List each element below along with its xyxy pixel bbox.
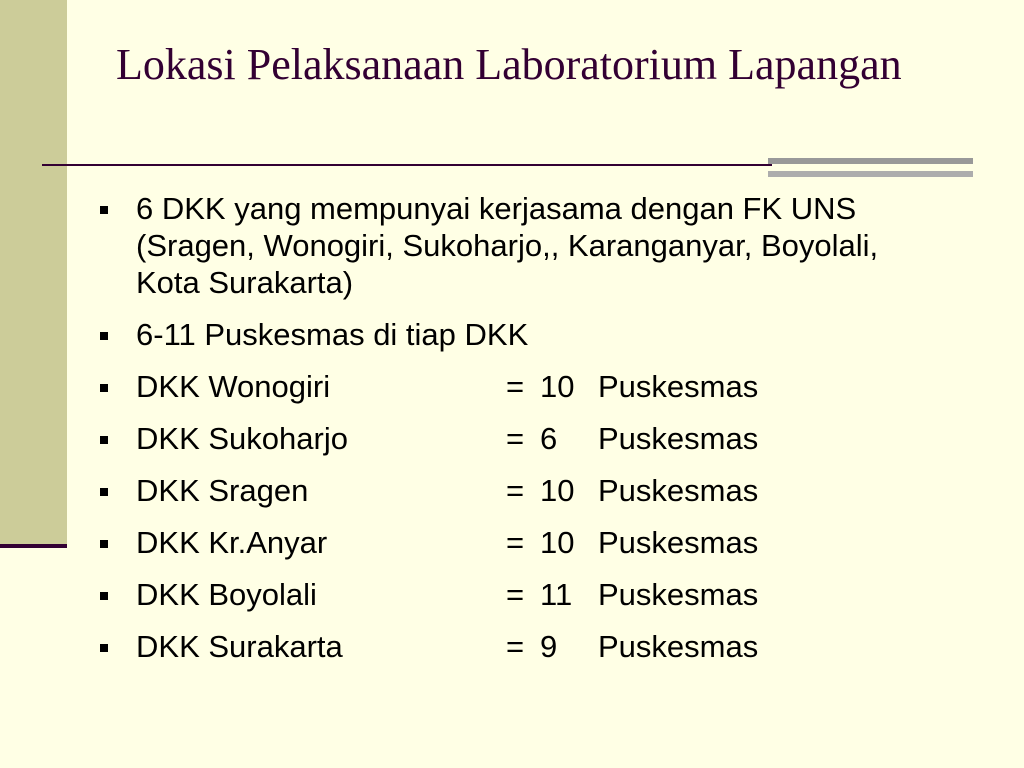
side-accent-line: [0, 544, 67, 548]
dkk-name: DKK Surakarta: [136, 629, 343, 664]
bullet-item-dkk-row: [96, 524, 936, 561]
count-unit: Puskesmas: [598, 629, 759, 664]
puskesmas-count: 6: [540, 421, 558, 456]
dkk-name: DKK Sukoharjo: [136, 421, 348, 456]
equals-sign: =: [506, 369, 525, 404]
dkk-name: DKK Boyolali: [136, 577, 317, 612]
bullet-list: [96, 190, 936, 680]
puskesmas-count: 10: [540, 473, 575, 508]
bullet-item-dkk-row: [96, 576, 936, 613]
bullet-item-dkk-row: [96, 472, 936, 509]
bullet-text: 6 DKK yang mempunyai kerjasama dengan FK UNS (Sragen, Wonogiri, Sukoharjo,, Karanganyar, Boyolali, Kota Surakarta): [136, 191, 879, 300]
count-unit: Puskesmas: [598, 421, 759, 456]
square-bullet-icon: [100, 644, 108, 652]
square-bullet-icon: [100, 384, 108, 392]
dkk-name: DKK Sragen: [136, 473, 309, 508]
count-unit: Puskesmas: [598, 473, 759, 508]
puskesmas-count: 10: [540, 369, 575, 404]
bullet-item-dkk-row: [96, 420, 936, 457]
bullet-item-partner-dkk: [96, 190, 936, 301]
side-band: [0, 0, 67, 545]
square-bullet-icon: [100, 436, 108, 444]
decorative-bar-bottom: [768, 171, 973, 177]
bullet-text: 6-11 Puskesmas di tiap DKK: [136, 317, 529, 352]
count-unit: Puskesmas: [598, 577, 759, 612]
bullet-item-puskesmas-range: [96, 316, 936, 353]
count-unit: Puskesmas: [598, 525, 759, 560]
puskesmas-count: 10: [540, 525, 575, 560]
decorative-bar-top: [768, 158, 973, 164]
square-bullet-icon: [100, 540, 108, 548]
equals-sign: =: [506, 525, 525, 560]
equals-sign: =: [506, 629, 525, 664]
puskesmas-count: 9: [540, 629, 558, 664]
bullet-item-dkk-row: [96, 368, 936, 405]
square-bullet-icon: [100, 332, 108, 340]
equals-sign: =: [506, 421, 525, 456]
equals-sign: =: [506, 577, 525, 612]
dkk-name: DKK Wonogiri: [136, 369, 331, 404]
square-bullet-icon: [100, 488, 108, 496]
count-unit: Puskesmas: [598, 369, 759, 404]
dkk-name: DKK Kr.Anyar: [136, 525, 328, 560]
title-underline: [42, 164, 772, 166]
square-bullet-icon: [100, 206, 108, 214]
bullet-item-dkk-row: [96, 628, 936, 665]
puskesmas-count: 11: [540, 577, 573, 612]
slide-title: Lokasi Pelaksanaan Laboratorium Lapangan: [116, 40, 902, 89]
equals-sign: =: [506, 473, 525, 508]
square-bullet-icon: [100, 592, 108, 600]
